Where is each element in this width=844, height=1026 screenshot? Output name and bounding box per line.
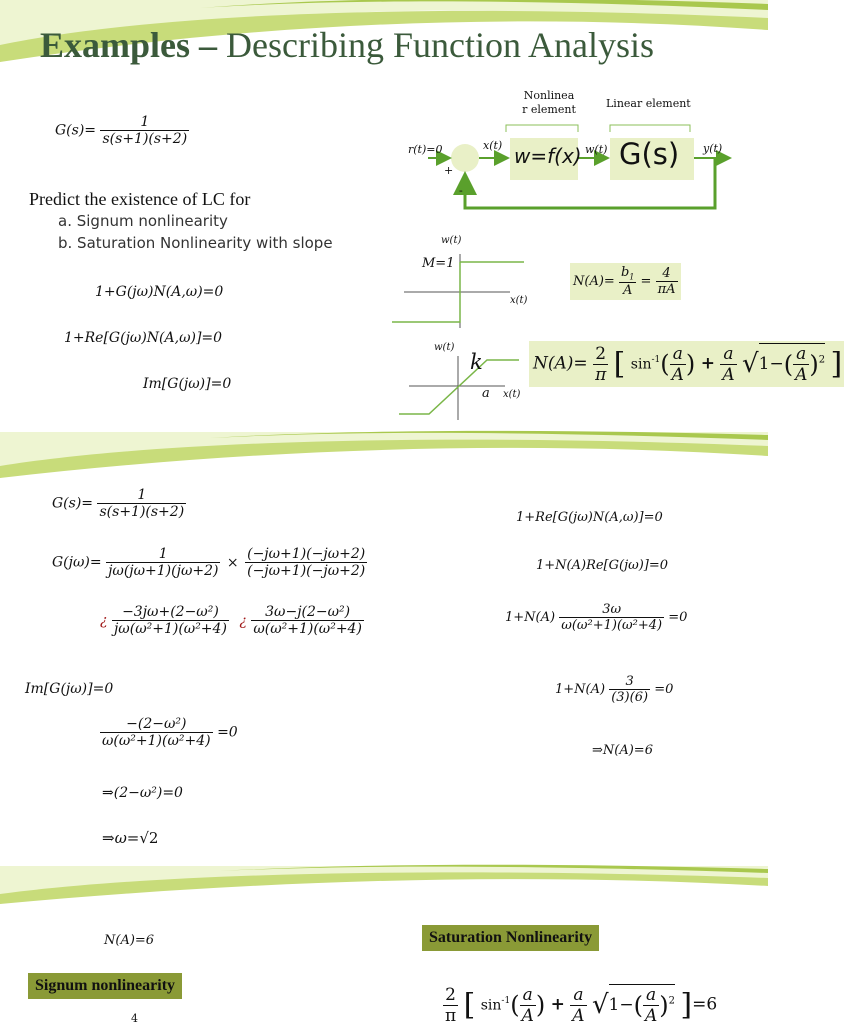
right-eq-3: 1+N(A) $\frac{3\omega}{\text{ω(ω²+1)(ω²+4)}}$ =0 (505, 602, 688, 633)
title-rest: Describing Function Analysis (217, 25, 654, 65)
right-eq-2: 1+N(A)Re[G(jω)]=0 (536, 558, 669, 573)
w-signal-label: w(t) (585, 143, 608, 156)
g-of-jw-expanded: ¿ $\frac{\text{−3jω+(2−ω²)}}{\text{jω(ω²+1)(ω²+4)}}$ ¿ $\frac{\text{3ω−j(2−ω²)}}{\text{ω(ω²+1)(ω²+4)}}$ (100, 604, 362, 637)
nonlinear-block-text: w=f(x) (514, 144, 582, 168)
x-signal-label: x(t) (483, 139, 503, 152)
item-b: b. Saturation Nonlinearity with slope (58, 234, 333, 252)
char-eq-3: Im[G(jω)]=0 (143, 376, 232, 392)
g-of-jw: G(jω)= $\frac{1}{j\omega(j\omega+1)(j\omega+2)}$ × $\frac{(-j\omega+1)(-j\omega+2)}{(-j\omega+1)(-j\omega+2)}$ (52, 546, 366, 579)
slide-3 (0, 866, 768, 1024)
step-2: ⇒ω=√2 (102, 829, 159, 847)
slide-2-header-swoosh (0, 432, 768, 490)
signum-describing-function: N(A)= $\frac{b_1}{A}$ = $\frac{4}{\pi A}$ (570, 263, 681, 300)
signum-x-label: x(t) (510, 295, 528, 306)
saturation-nonlinearity-tag: Saturation Nonlinearity (422, 925, 599, 951)
prompt-text: Predict the existence of LC for (29, 189, 251, 209)
y-signal-label: y(t) (703, 142, 723, 155)
saturation-x-label: x(t) (503, 389, 521, 400)
slide-1-title (40, 24, 654, 66)
char-eq-1: 1+G(jω)N(A,ω)=0 (95, 284, 224, 300)
saturation-k-label: k (470, 350, 483, 374)
right-eq-1: 1+Re[G(jω)N(A,ω)]=0 (516, 510, 663, 525)
slide-1 (0, 0, 843, 425)
g-of-s: G(s)= $\frac{1}{s(s+1)(s+2)}$ (52, 487, 185, 520)
linear-element-label: Linear element (606, 97, 691, 110)
input-label: r(t)=0 (408, 143, 443, 156)
nonlinear-brace (506, 125, 578, 132)
signum-plot (392, 248, 532, 330)
slide-2 (0, 432, 768, 860)
linear-block-text: G(s) (619, 137, 680, 171)
saturation-plot (395, 350, 530, 422)
na-result: N(A)=6 (104, 933, 155, 948)
signum-m-label: M=1 (422, 256, 455, 271)
plant-transfer-function: G(s)= $\frac{1}{s(s+1)(s+2)}$ (55, 114, 188, 147)
right-eq-4: 1+N(A) $\frac{3}{(3)(6)}$ =0 (555, 674, 674, 705)
imaginary-part-eq: Im[G(jω)]=0 (25, 681, 114, 697)
plus-sign: + (444, 164, 454, 177)
summing-junction (451, 144, 479, 172)
right-eq-5: ⇒N(A)=6 (592, 743, 653, 758)
char-eq-2: 1+Re[G(jω)N(A,ω)]=0 (64, 330, 223, 346)
minus-sign: - (459, 184, 463, 197)
step-1: ⇒(2−ω²)=0 (102, 785, 183, 801)
saturation-w-label: w(t) (434, 342, 455, 353)
saturation-a-label: a (482, 386, 490, 401)
saturation-equation: $\frac{2}{\pi}$ [ $\sin^{-1}$( $\frac{a}{A}$ ) + $\frac{a}{A}$ √1−( $\frac{a}{A}$ )$^2$ ]=6 (445, 984, 718, 1026)
imaginary-part-fraction: $\frac{\text{−(2−ω²)}}{\text{ω(ω²+1)(ω²+4)}}$ =0 (102, 716, 238, 749)
nonlinear-element-label: Nonlinea r element (522, 89, 576, 116)
item-a: a. Signum nonlinearity (58, 212, 228, 230)
slide-3-header-swoosh (0, 866, 768, 914)
signum-partial-eq: 4 (131, 1012, 138, 1025)
title-bold: Examples – (40, 25, 218, 65)
signum-w-label: w(t) (441, 235, 462, 246)
linear-brace (610, 125, 690, 132)
signum-nonlinearity-tag: Signum nonlinearity (28, 973, 182, 999)
saturation-describing-function: N(A)= $\frac{2}{\pi}$ [ $\sin^{-1}$( $\frac{a}{A}$ ) + $\frac{a}{A}$ √1−( $\frac{a}{A}$ )$^2$ ] (529, 341, 844, 387)
